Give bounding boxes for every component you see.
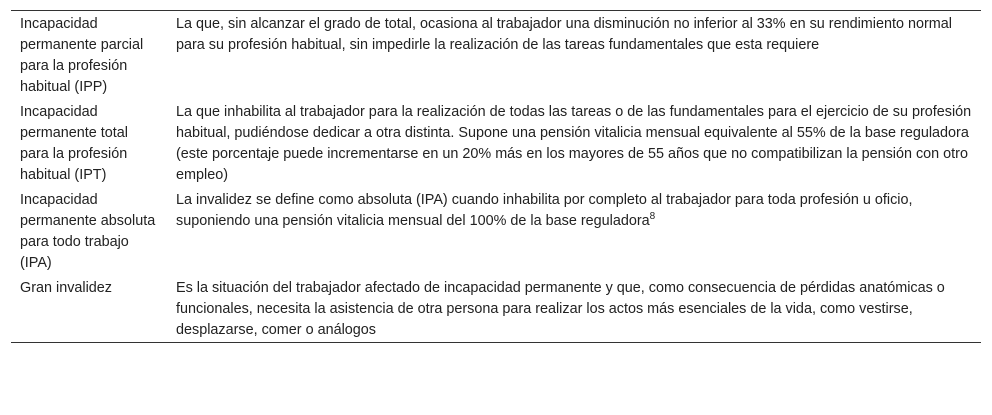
table-row <box>11 99 981 187</box>
term-cell: Incapacidad permanente absoluta para todo trabajo (IPA) <box>20 192 156 271</box>
term-cell: Incapacidad permanente total para la profesión habitual (IPT) <box>20 104 129 183</box>
description-text: La que, sin alcanzar el grado de total, ocasiona al trabajador una disminución no inferior al 33% en su rendimiento normal para su profesión habitual, sin impedirle la realización de las tareas fundamentales que esta requiere <box>176 16 952 53</box>
description-cell <box>168 275 981 343</box>
term-cell: Gran invalidez <box>20 280 112 296</box>
description-cell <box>168 11 981 100</box>
incapacity-definitions-table <box>11 10 981 343</box>
description-cell <box>168 99 981 187</box>
table-row <box>11 275 981 343</box>
definitions-table-container <box>11 10 981 343</box>
table-row <box>11 187 981 275</box>
description-text: La que inhabilita al trabajador para la realización de todas las tareas o de las fundamentales para el ejercicio de su profesión habitual, pudiéndose dedicar a otra distinta. Supone una pensión vitalicia mensual equivalente al 55% de la base reguladora (este porcentaje puede incrementarse en un 20% más en los mayores de 55 años que no compatibilizan la pensión con otro empleo) <box>176 104 972 183</box>
term-cell: Incapacidad permanente parcial para la profesión habitual (IPP) <box>20 16 144 95</box>
description-text: La invalidez se define como absoluta (IPA) cuando inhabilita por completo al trabajador para toda profesión u oficio, suponiendo una pensión vitalicia mensual del 100% de la base reguladora <box>176 192 913 229</box>
description-cell <box>168 187 981 275</box>
footnote-reference[interactable]: 8 <box>649 211 656 223</box>
description-text: Es la situación del trabajador afectado de incapacidad permanente y que, como consecuencia de pérdidas anatómicas o funcionales, necesita la asistencia de otra persona para realizar los actos más esenciales de la vida, como vestirse, desplazarse, comer o análogos <box>176 280 945 338</box>
table-row <box>11 11 981 100</box>
